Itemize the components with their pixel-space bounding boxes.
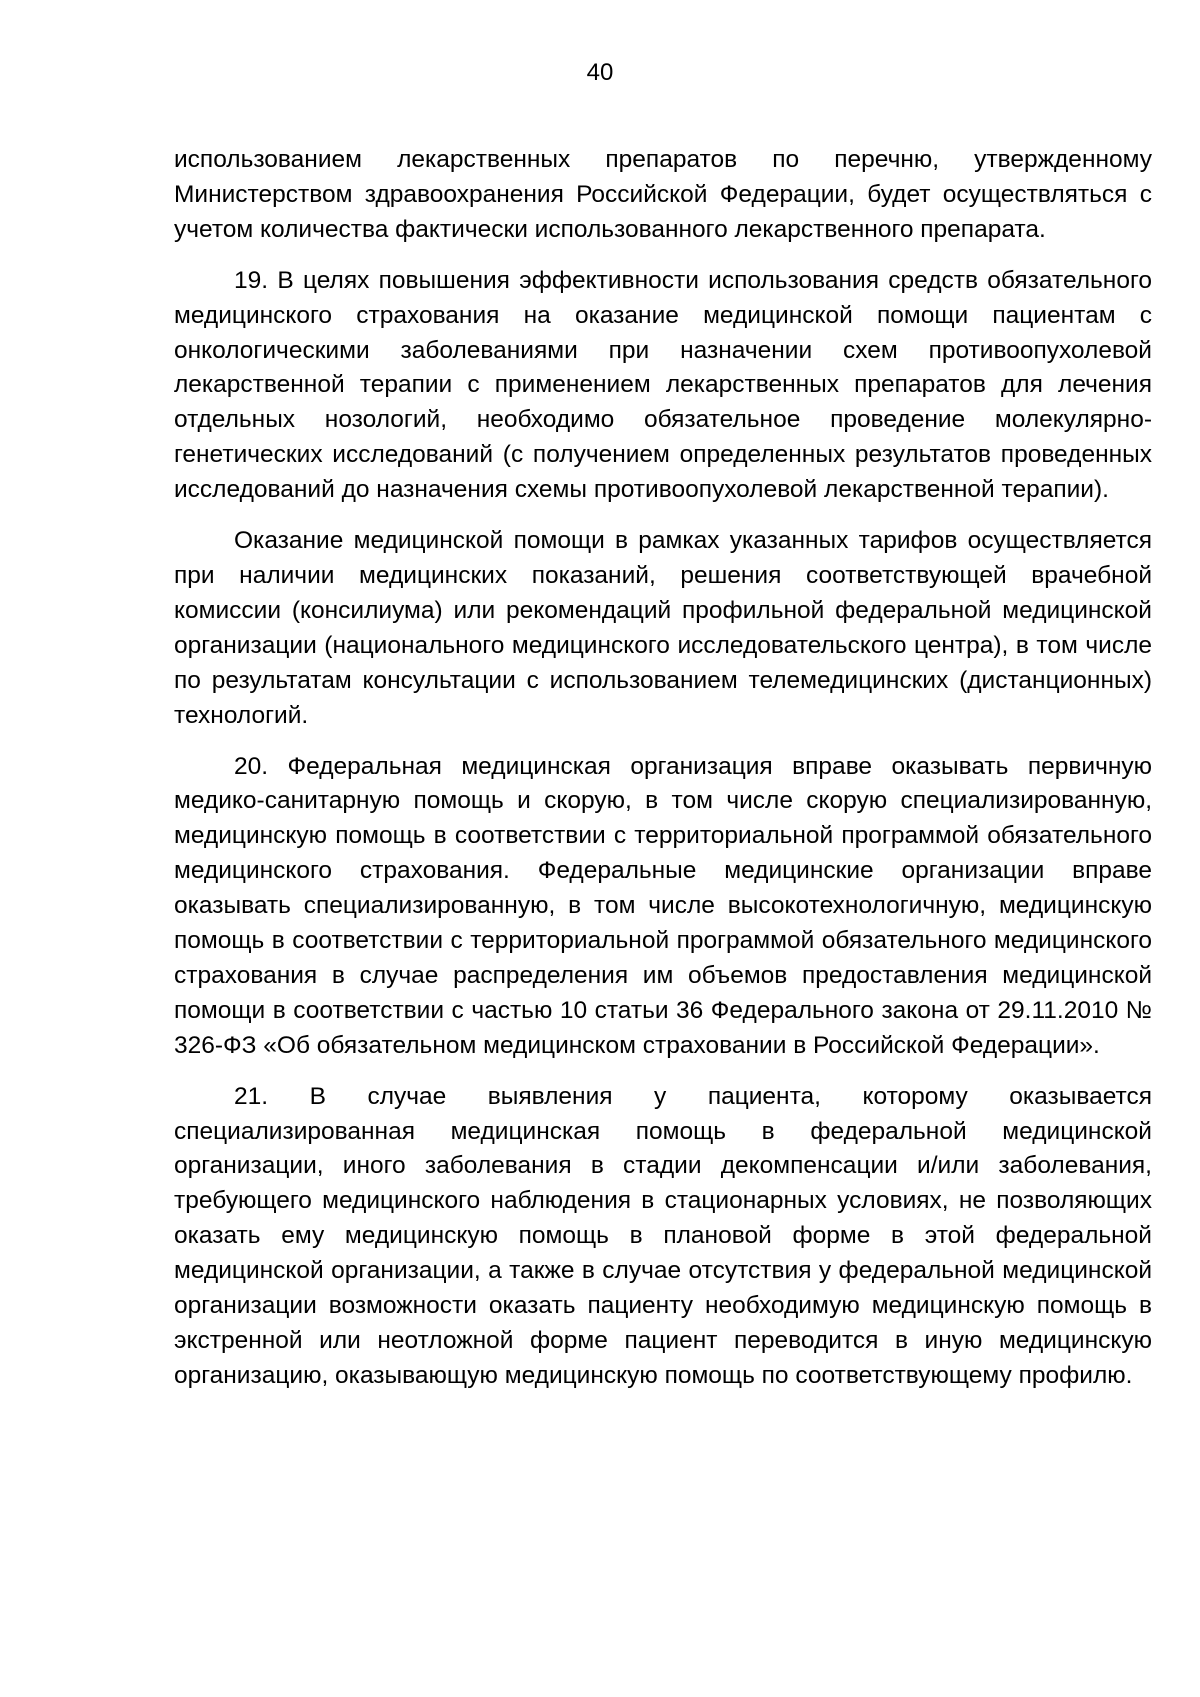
paragraph-item-21: 21. В случае выявления у пациента, которому оказывается специализированная медицинская помощь в федеральной медицинской организации, иного заболевания в стадии декомпенсации и/или заболевания, требующего медицинского наблюдения в стационарных условиях, не позволяющих оказать ему медицинскую помощь в плановой форме в этой федеральной медицинской организации, а также в случае отсутствия у федеральной медицинской организации возможности оказать пациенту необходимую медицинскую помощь в экстренной или неотложной форме пациент переводится в иную медицинскую организацию, оказывающую медицинскую помощь по соответствующему профилю. (174, 1082, 1152, 1389)
paragraph-tariff-conditions: Оказание медицинской помощи в рамках указанных тарифов осуществляется при наличии медицинских показаний, решения соответствующей врачебной комиссии (консилиума) или рекомендаций профильной федеральной медицинской организации (национального медицинского исследовательского центра), в том числе по результатам консультации с использованием телемедицинских (дистанционных) технологий. (174, 527, 1152, 729)
page-number: 40 (586, 59, 614, 86)
paragraph-item-19: 19. В целях повышения эффективности использования средств обязательного медицинского страхования на оказание медицинской помощи пациентам с онкологическими заболеваниями при назначении схем противоопухолевой лекарственной терапии с применением лекарственных препаратов для лечения отдельных нозологий, необходимо обязательное проведение молекулярно-генетических исследований (с получением определенных результатов проведенных исследований до назначения схемы противоопухолевой лекарственной терапии). (174, 266, 1152, 504)
document-body (174, 143, 1152, 1410)
paragraph-item-20: 20. Федеральная медицинская организация вправе оказывать первичную медико-санитарную помощь и скорую, в том числе скорую специализированную, медицинскую помощь в соответствии с территориальной программой обязательного медицинского страхования. Федеральные медицинские организации вправе оказывать специализированную, в том числе высокотехнологичную, медицинскую помощь в соответствии с территориальной программой обязательного медицинского страхования в случае распределения им объемов предоставления медицинской помощи в соответствии с частью 10 статьи 36 Федерального закона от 29.11.2010 № 326-ФЗ «Об обязательном медицинском страховании в Российской Федерации». (174, 752, 1152, 1059)
paragraph-continuation: использованием лекарственных препаратов по перечню, утвержденному Министерством здравоохранения Российской Федерации, будет осуществляться с учетом количества фактически использованного лекарственного препарата. (174, 146, 1152, 243)
